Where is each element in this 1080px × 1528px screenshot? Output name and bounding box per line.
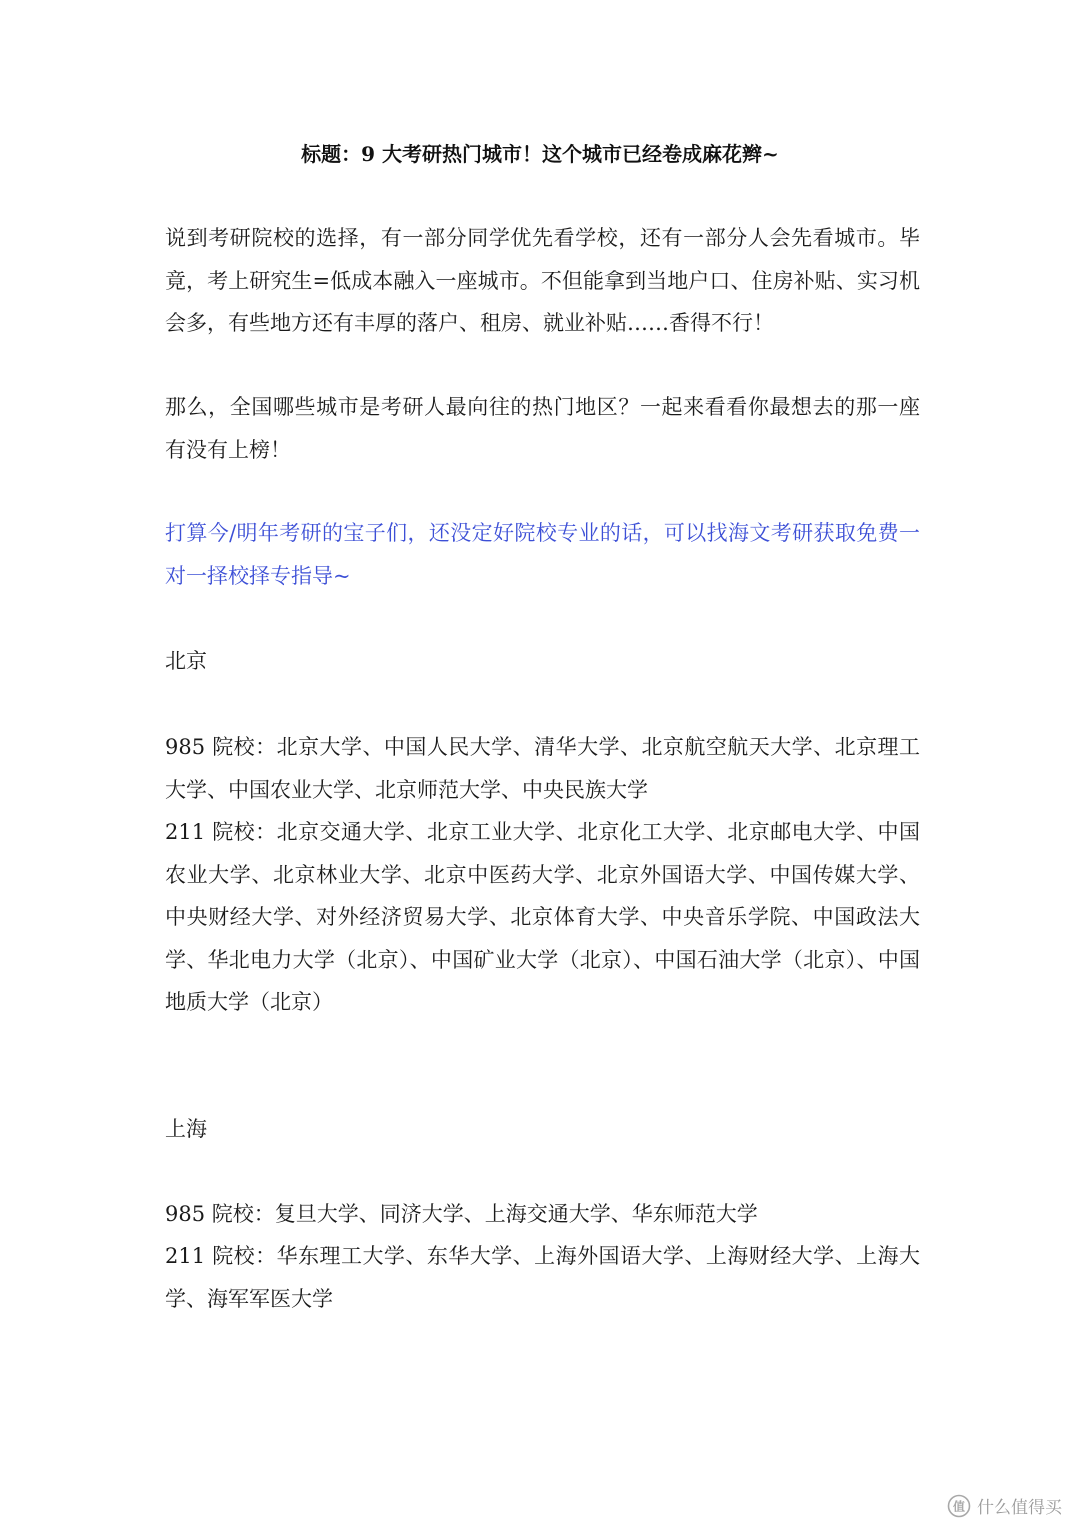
watermark-text: 什么值得买	[977, 1498, 1062, 1518]
question-paragraph: 那么，全国哪些城市是考研人最向往的热门地区？一起来看看你最想去的那一座有没有上榜！	[165, 395, 920, 462]
city-heading-beijing: 北京	[165, 649, 207, 673]
city-heading-shanghai: 上海	[165, 1117, 207, 1141]
intro-paragraph: 说到考研院校的选择，有一部分同学优先看学校，还有一部分人会先看城市。毕竟，考上研究生=低成本融入一座城市。不但能拿到当地户口、住房补贴、实习机会多，有些地方还有丰厚的落户、租房、就业补贴……香得不行！	[165, 226, 920, 335]
beijing-985-list: 985 院校：北京大学、中国人民大学、清华大学、北京航空航天大学、北京理工大学、中国农业大学、北京师范大学、中央民族大学	[165, 735, 920, 802]
svg-text:值: 值	[952, 1499, 966, 1513]
shanghai-211-list: 211 院校：华东理工大学、东华大学、上海外国语大学、上海财经大学、上海大学、海军军医大学	[165, 1244, 920, 1311]
promo-paragraph: 打算今/明年考研的宝子们，还没定好院校专业的话，可以找海文考研获取免费一对一择校择专指导~	[165, 521, 920, 588]
document-title: 标题：9 大考研热门城市！这个城市已经卷成麻花辫~	[301, 142, 779, 166]
watermark	[947, 1493, 1062, 1518]
beijing-211-list: 211 院校：北京交通大学、北京工业大学、北京化工大学、北京邮电大学、中国农业大学、北京林业大学、北京中医药大学、北京外国语大学、中国传媒大学、中央财经大学、对外经济贸易大学、北京体育大学、中央音乐学院、中国政法大学、华北电力大学（北京）、中国矿业大学（北京）、中国石油大学（北京）、中国地质大学（北京）	[165, 820, 920, 1014]
shanghai-985-list: 985 院校：复旦大学、同济大学、上海交通大学、华东师范大学	[165, 1202, 758, 1226]
smzdm-logo-icon	[947, 1494, 971, 1518]
